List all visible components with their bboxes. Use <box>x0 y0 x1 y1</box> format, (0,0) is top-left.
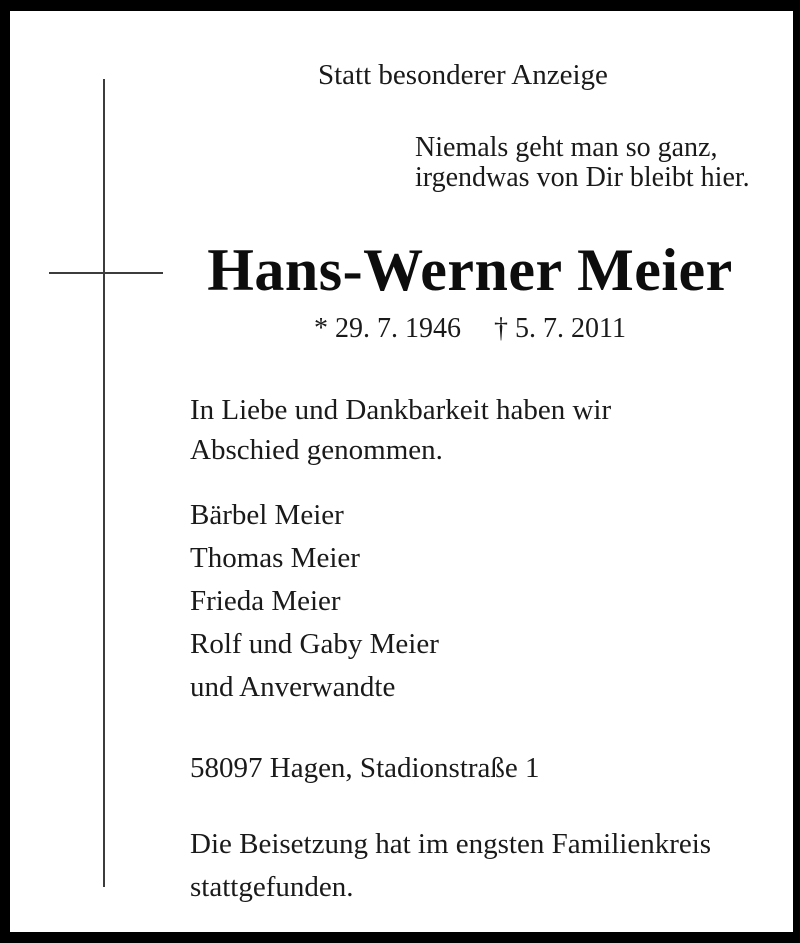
mourner-name: und Anverwandte <box>190 671 396 703</box>
obituary-notice <box>10 11 793 932</box>
death-date: † 5. 7. 2011 <box>494 313 626 344</box>
epigraph <box>415 133 750 193</box>
cross-vertical-bar <box>103 79 105 887</box>
birth-date: * 29. 7. 1946 <box>314 313 462 344</box>
mourner-name: Frieda Meier <box>190 585 341 617</box>
address-line: 58097 Hagen, Stadionstraße 1 <box>190 752 540 784</box>
funeral-note <box>190 823 711 909</box>
mourner-name: Thomas Meier <box>190 542 360 574</box>
epigraph-line-2: irgendwas von Dir bleibt hier. <box>415 162 750 193</box>
farewell-message-line-2: Abschied genommen. <box>190 434 443 466</box>
funeral-note-line-2: stattgefunden. <box>190 871 354 903</box>
deceased-name: Hans-Werner Meier <box>207 237 733 303</box>
mourner-name: Rolf und Gaby Meier <box>190 628 439 660</box>
life-dates <box>140 314 800 344</box>
funeral-note-line-1: Die Beisetzung hat im engsten Familienkreis <box>190 828 712 860</box>
mourner-name: Bärbel Meier <box>190 499 344 531</box>
header-line: Statt besonderer Anzeige <box>318 59 608 91</box>
farewell-message <box>190 390 611 470</box>
mourners-list <box>190 494 439 709</box>
epigraph-line-1: Niemals geht man so ganz, <box>415 132 718 163</box>
farewell-message-line-1: In Liebe und Dankbarkeit haben wir <box>190 394 612 426</box>
